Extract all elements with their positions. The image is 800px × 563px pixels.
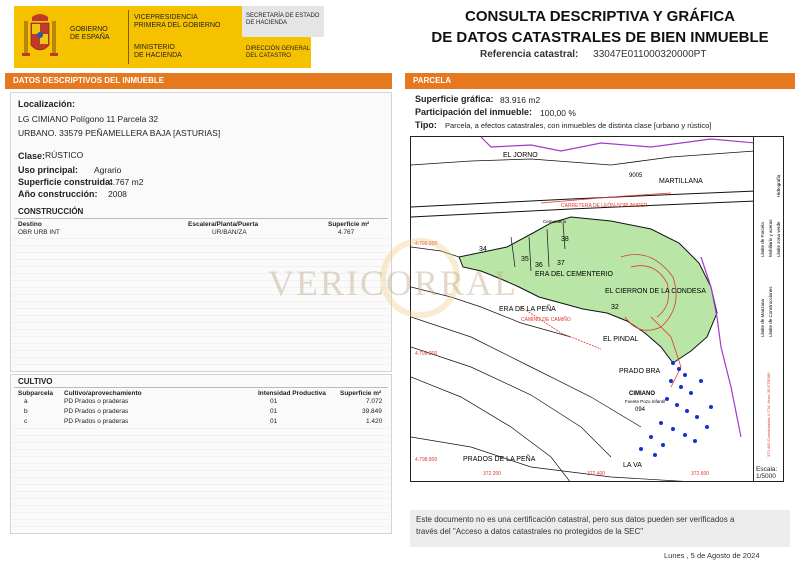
notice-line1: Este documento no es una certificación catastral, pero sus datos pueden ser verificados a [416, 515, 735, 524]
participacion-value: 100,00 % [540, 108, 576, 118]
label-era-pena: ERA DE LA PEÑA [499, 306, 556, 313]
construccion-empty-rows [12, 238, 390, 370]
superficie-grafica-value: 83.916 m2 [500, 95, 541, 105]
ministerio-text [134, 44, 182, 60]
cadastral-map-svg [411, 137, 754, 482]
label-fuente: Fuente Pozo Infantil [625, 399, 666, 404]
dirg-line1: DIRECCIÓN GENERAL [246, 46, 311, 52]
construccion-divider [14, 218, 388, 219]
watermark-text: VERICORRAL [268, 263, 519, 303]
village-points [639, 361, 713, 457]
label-coord-6: 372.600 [691, 471, 710, 477]
label-coord-1: 4.799.600 [415, 241, 438, 247]
uso-label: Uso principal: [18, 165, 79, 175]
construccion-header-superficie: Superficie m² [328, 221, 370, 228]
superficie-construida-label: Superficie construida: [18, 177, 114, 187]
escala-label: Escala: [756, 466, 778, 473]
tipo-label: Tipo: [415, 120, 437, 130]
ref-label: Referencia catastral: [480, 49, 579, 60]
cultivo-row-b-superficie: 39.849 [362, 408, 382, 415]
secr-line2: DE HACIENDA [246, 20, 288, 26]
cultivo-row-c-superficie: 1.420 [366, 418, 383, 425]
construccion-row-escalera: UR/BAN/ZA [212, 229, 247, 236]
secretaria-text [246, 13, 319, 27]
label-094: 094 [635, 407, 646, 413]
localizacion-label: Localización: [18, 99, 76, 109]
label-37: 37 [557, 260, 565, 267]
label-35: 35 [521, 256, 529, 263]
construccion-header-destino: Destino [18, 221, 42, 228]
ref-value: 33047E011000320000PT [593, 49, 707, 60]
minh-line2: DE HACIENDA [134, 52, 182, 59]
cultivo-row-a-intensidad: 01 [270, 398, 278, 405]
cadastral-map[interactable] [410, 136, 754, 482]
dirg-line2: DEL CATASTRO [246, 53, 291, 59]
label-carretera: CARRETERA DE LEÓN-SOPLANDER [561, 203, 648, 209]
direccion-general-text [246, 46, 310, 60]
legend-item-2: Limite de Parcela [760, 222, 765, 257]
field-lines-4 [411, 437, 711, 482]
legend-item-6: Hidrografía [776, 174, 781, 197]
field-lines-2 [411, 347, 611, 457]
anio-construccion-value: 2008 [108, 189, 127, 199]
construccion-title: CONSTRUCCIÓN [18, 207, 84, 216]
referencia-catastral [480, 49, 706, 60]
cultivo-row-c-cultivo: PD Prados o praderas [64, 418, 129, 425]
anio-construccion-label: Año construcción: [18, 189, 98, 199]
superficie-construida-value: 4.767 m2 [108, 177, 144, 187]
map-legend-sidebar [754, 136, 784, 482]
legend-item-3: Limite de Construcciones [768, 286, 773, 337]
field-lines-3 [411, 377, 571, 482]
label-38: 38 [561, 236, 569, 243]
spain-coat-of-arms-icon [20, 11, 60, 63]
label-camino: CAMINO DE CAMIÑO [521, 317, 571, 323]
limite-purple-top [481, 137, 754, 151]
gob-line2: DE ESPAÑA [70, 34, 110, 41]
label-era-cementerio: ERA DEL CEMENTERIO [535, 271, 613, 278]
cultivo-empty-rows [12, 428, 390, 532]
construccion-row-destino: OBR URB INT [18, 229, 60, 236]
cultivo-header-intensidad: Intensidad Productiva [258, 390, 326, 397]
red-road [521, 307, 601, 349]
label-martillana: MARTILLANA [659, 178, 703, 185]
label-coord-5: 372.400 [587, 471, 606, 477]
tipo-value: Parcela, a efectos catastrales, con inmuebles de distinta clase [urbano y rústico] [445, 121, 712, 130]
label-coord-4: 372.200 [483, 471, 502, 477]
cultivo-header-subparcela: Subparcela [18, 390, 54, 397]
cultivo-row-a-cultivo: PD Prados o praderas [64, 398, 129, 405]
verification-notice [410, 510, 790, 547]
superficie-grafica-label: Superficie gráfica: [415, 94, 494, 104]
label-36: 36 [535, 262, 543, 269]
vice-line2: PRIMERA DEL GOBIERNO [134, 22, 221, 29]
participacion-label: Participación del inmueble: [415, 107, 533, 117]
vicepresidencia-text [134, 14, 220, 30]
legend-svg [754, 137, 784, 483]
cultivo-row-a-superficie: 7.072 [366, 398, 383, 405]
cultivo-row-b-intensidad: 01 [270, 408, 278, 415]
label-coord-2: 4.799.200 [415, 351, 438, 357]
minh-line1: MINISTERIO [134, 44, 175, 51]
notice-line2: través del "Acceso a datos catastrales no protegidos de la SEC" [416, 527, 644, 536]
gob-line1: GOBIERNO [70, 26, 108, 33]
cultivo-row-c-intensidad: 01 [270, 418, 278, 425]
road-secondary [411, 151, 754, 165]
label-parcela-32: 32 [611, 304, 619, 311]
clase-value: RÚSTICO [45, 150, 84, 160]
title-line1: CONSULTA DESCRIPTIVA Y GRÁFICA [464, 8, 735, 25]
label-prado-bra: PRADO BRA [619, 368, 661, 375]
parcela-bar: PARCELA [405, 73, 795, 89]
legend-item-1: Limite de Manzana [760, 298, 765, 337]
label-34: 34 [479, 246, 487, 253]
cultivo-row-b-subparcela: b [24, 408, 28, 415]
label-prados-pena: PRADOS DE LA PEÑA [463, 456, 536, 463]
red-carretera [541, 193, 671, 203]
document-date: Lunes , 5 de Agosto de 2024 [664, 551, 760, 560]
field-lines-1 [411, 317, 641, 427]
legend-item-5: Limite zona verde [776, 221, 781, 257]
label-9005: 9005 [629, 173, 643, 179]
uso-value: Agrario [94, 165, 122, 175]
cultivo-row-c-subparcela: c [24, 418, 28, 425]
localizacion-line2: URBANO. 33579 PEÑAMELLERA BAJA [ASTURIAS] [18, 128, 221, 138]
header-divider [128, 10, 129, 64]
escala-value: 1/5000 [756, 473, 776, 480]
legend-coord: 372.400 Coordenadas U.T.M. Huso 30 ETRS89 [766, 372, 771, 457]
label-coord-3: 4.798.800 [415, 457, 438, 463]
label-cierron: EL CIERRON DE LA CONDESA [605, 288, 706, 295]
vice-line1: VICEPRESIDENCIA [134, 14, 198, 21]
label-cimiano: CIMIANO [629, 391, 655, 397]
clase-label: Clase: [18, 151, 46, 161]
cultivo-divider [14, 387, 388, 388]
page-title [410, 6, 790, 48]
cultivo-row-b-cultivo: PD Prados o praderas [64, 408, 129, 415]
escala-block [756, 466, 777, 480]
label-eljorno: EL JORNO [503, 152, 538, 159]
label-la-vaga: LA VA [623, 462, 642, 469]
title-line2: DE DATOS CATASTRALES DE BIEN INMUEBLE [431, 29, 769, 46]
localizacion-line1: LG CIMIANO Polígono 11 Parcela 32 [18, 114, 159, 124]
datos-descriptivos-bar: DATOS DESCRIPTIVOS DEL INMUEBLE [5, 73, 392, 89]
cultivo-row-a-subparcela: a [24, 398, 28, 405]
cultivo-header-cultivo: Cultivo/aprovechamiento [64, 390, 142, 397]
legend-item-4: Mobiliario y aceras [768, 219, 773, 257]
gobierno-text [70, 26, 110, 42]
label-cementerio: Cementerio [543, 219, 567, 224]
cultivo-header-superficie: Superficie m² [340, 390, 382, 397]
label-pindal: EL PINDAL [603, 336, 639, 343]
cultivo-title: CULTIVO [18, 377, 53, 386]
construccion-header-escalera: Escalera/Planta/Puerta [188, 221, 259, 228]
construccion-row-superficie: 4.767 [338, 229, 355, 236]
secr-line1: SECRETARÍA DE ESTADO [246, 13, 320, 19]
